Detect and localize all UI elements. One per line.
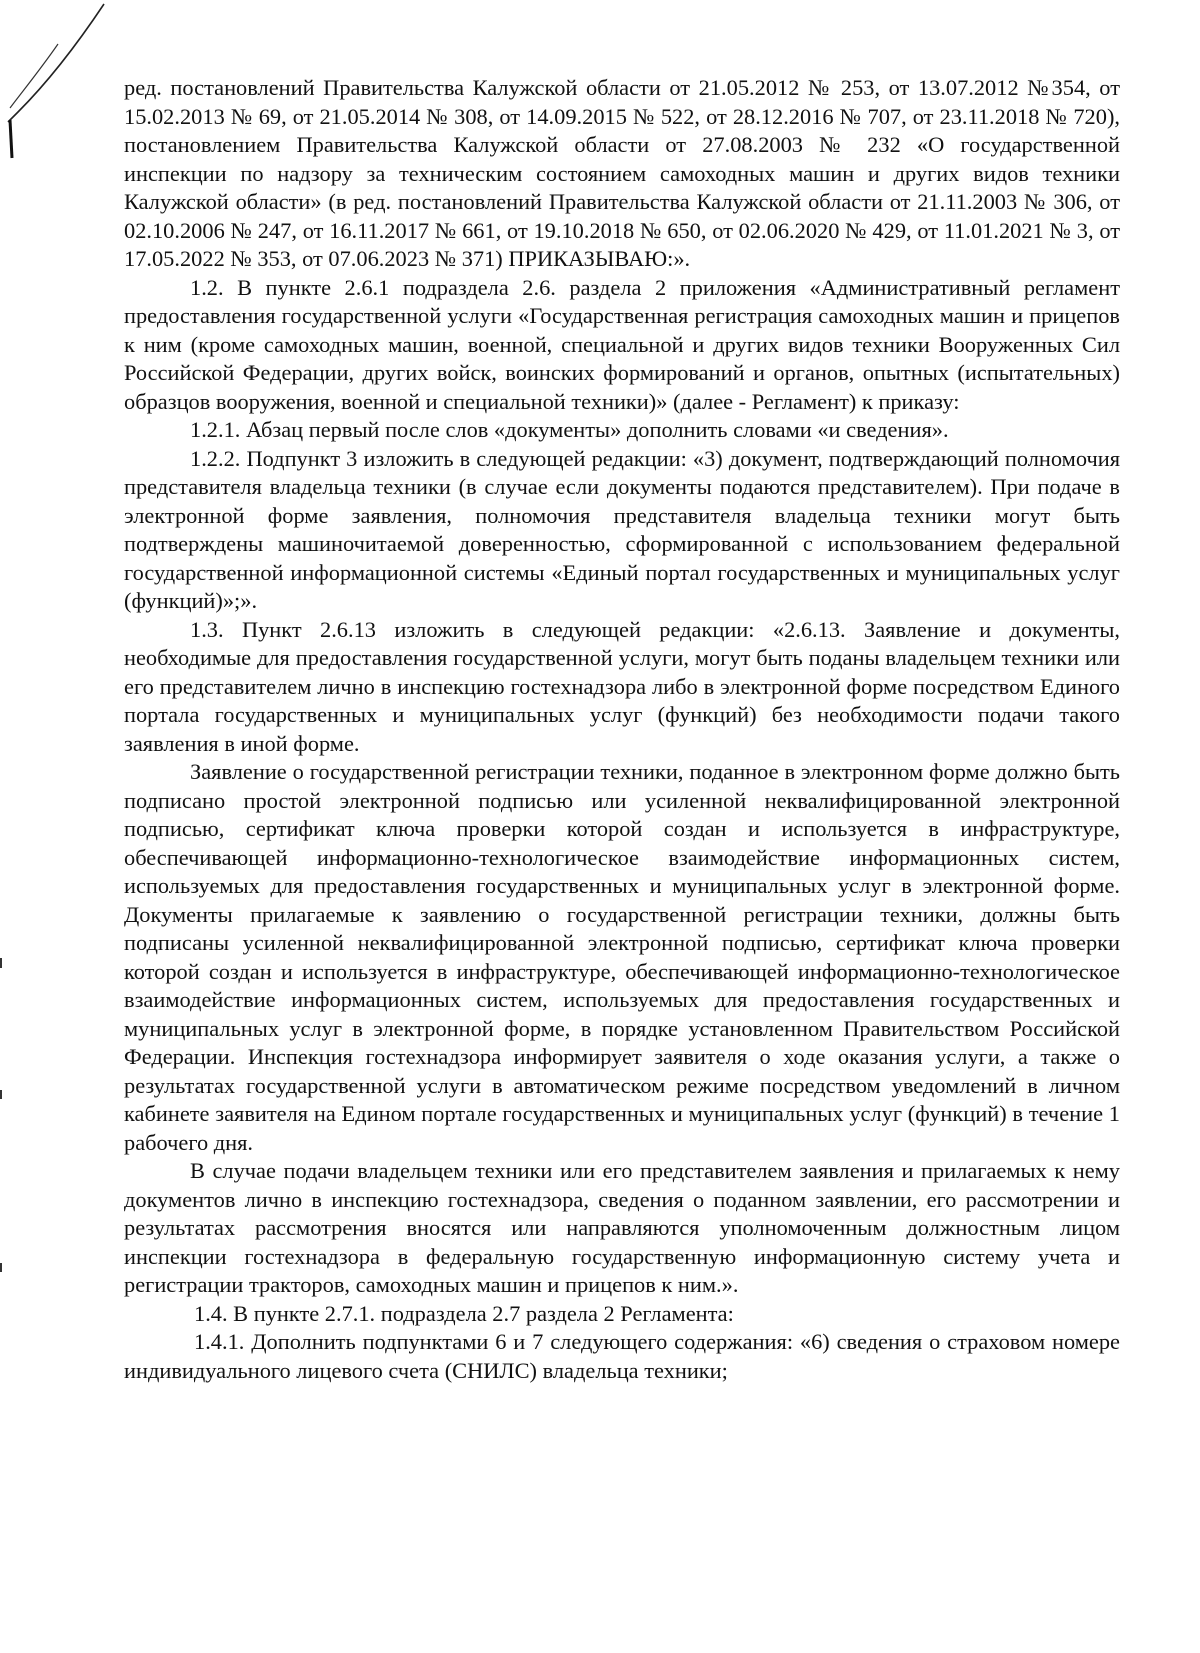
paragraph-item-1-2-2: 1.2.2. Подпункт 3 изложить в следующей редакции: «3) документ, подтверждающий полномочия представителя владельца техники (в случае если документы подаются представителем). При подаче в электронной форме заявления, полномочия представителя владельца техники могут быть подтверждены машиночитаемой доверенностью, сформированной с использованием федеральной государственной информационной системы «Единый портал государственных и муниципальных услуг (функций)»;».: [124, 445, 1120, 613]
paragraph-electronic-signature: Заявление о государственной регистрации техники, поданное в электронном форме должно быть подписано простой электронной подписью или усиленной неквалифицированной электронной подписью, сертификат ключа проверки которой создан и используется в инфраструктуре, обеспечивающей информационно-технологическое взаимодействие информационных систем, используемых для предоставления государственных и муниципальных услуг в электронной форме. Документы прилагаемые к заявлению о государственной регистрации техники, должны быть подписаны усиленной неквалифицированной электронной подписью, сертификат ключа проверки которой создан и используется в инфраструктуре, обеспечивающей информационно-технологическое взаимодействие информационных систем, используемых для предоставления государственных и муниципальных услуг в электронной форме, в порядке установленном Правительством Российской Федерации. Инспекция гостехнадзора информирует заявителя о ходе оказания услуги, а также о результатах государственной услуги в автоматическом режиме посредством уведомлений в личном кабинете заявителя на Едином портале государственных и муниципальных услуг (функций) в течение 1 рабочего дня.: [124, 759, 1120, 1155]
paragraph-item-1-4: 1.4. В пункте 2.7.1. подраздела 2.7 раздела 2 Регламента:: [194, 1300, 734, 1326]
scan-edge-marks: [0, 0, 6, 1653]
pen-stroke-mark: [0, 0, 130, 170]
document-page: [124, 74, 1120, 1385]
paragraph-in-person-submission: В случае подачи владельцем техники или его представителем заявления и прилагаемых к нему документов лично в инспекцию гостехнадзора, сведения о поданном заявлении, его рассмотрении и результатах рассмотрения вносятся или направляются уполномоченным должностным лицом инспекции гостехнадзора в федеральную государственную информационную систему учета и регистрации тракторов, самоходных машин и прицепов к ним.».: [124, 1158, 1120, 1297]
paragraph-preamble-continuation: ред. постановлений Правительства Калужской области от 21.05.2012 № 253, от 13.07.2012 №354, от 15.02.2013 № 69, от 21.05.2014 № 308, от 14.09.2015 № 522, от 28.12.2016 № 707, от 23.11.2018 № 720), постановлением Правительства Калужской области от 27.08.2003 № 232 «О государственной инспекции по надзору за техническим состоянием самоходных машин и других видов техники Калужской области» (в ред. постановлений Правительства Калужской области от 21.11.2003 № 306, от 02.10.2006 № 247, от 16.11.2017 № 661, от 19.10.2018 № 650, от 02.06.2020 № 429, от 11.01.2021 № 3, от 17.05.2022 № 353, от 07.06.2023 № 371) ПРИКАЗЫВАЮ:».: [124, 75, 1120, 271]
paragraph-item-1-4-1: 1.4.1. Дополнить подпунктами 6 и 7 следующего содержания: «6) сведения о страховом номере индивидуального лицевого счета (СНИЛС) владельца техники;: [124, 1329, 1120, 1383]
paragraph-item-1-3: 1.3. Пункт 2.6.13 изложить в следующей редакции: «2.6.13. Заявление и документы, необходимые для предоставления государственной услуги, могут быть поданы владельцем техники или его представителем лично в инспекцию гостехнадзора либо в электронной форме посредством Единого портала государственных и муниципальных услуг (функций) без необходимости подачи такого заявления в иной форме.: [124, 616, 1120, 756]
paragraph-item-1-2: 1.2. В пункте 2.6.1 подраздела 2.6. раздела 2 приложения «Административный регламент предоставления государственной услуги «Государственная регистрация самоходных машин и прицепов к ним (кроме самоходных машин, военной, специальной и других видов техники Вооруженных Сил Российской Федерации, других войск, воинских формирований и органов, опытных (испытательных) образцов вооружения, военной и специальной техники)» (далее - Регламент) к приказу:: [124, 274, 1120, 414]
paragraph-item-1-2-1: 1.2.1. Абзац первый после слов «документы» дополнить словами «и сведения».: [190, 417, 949, 442]
